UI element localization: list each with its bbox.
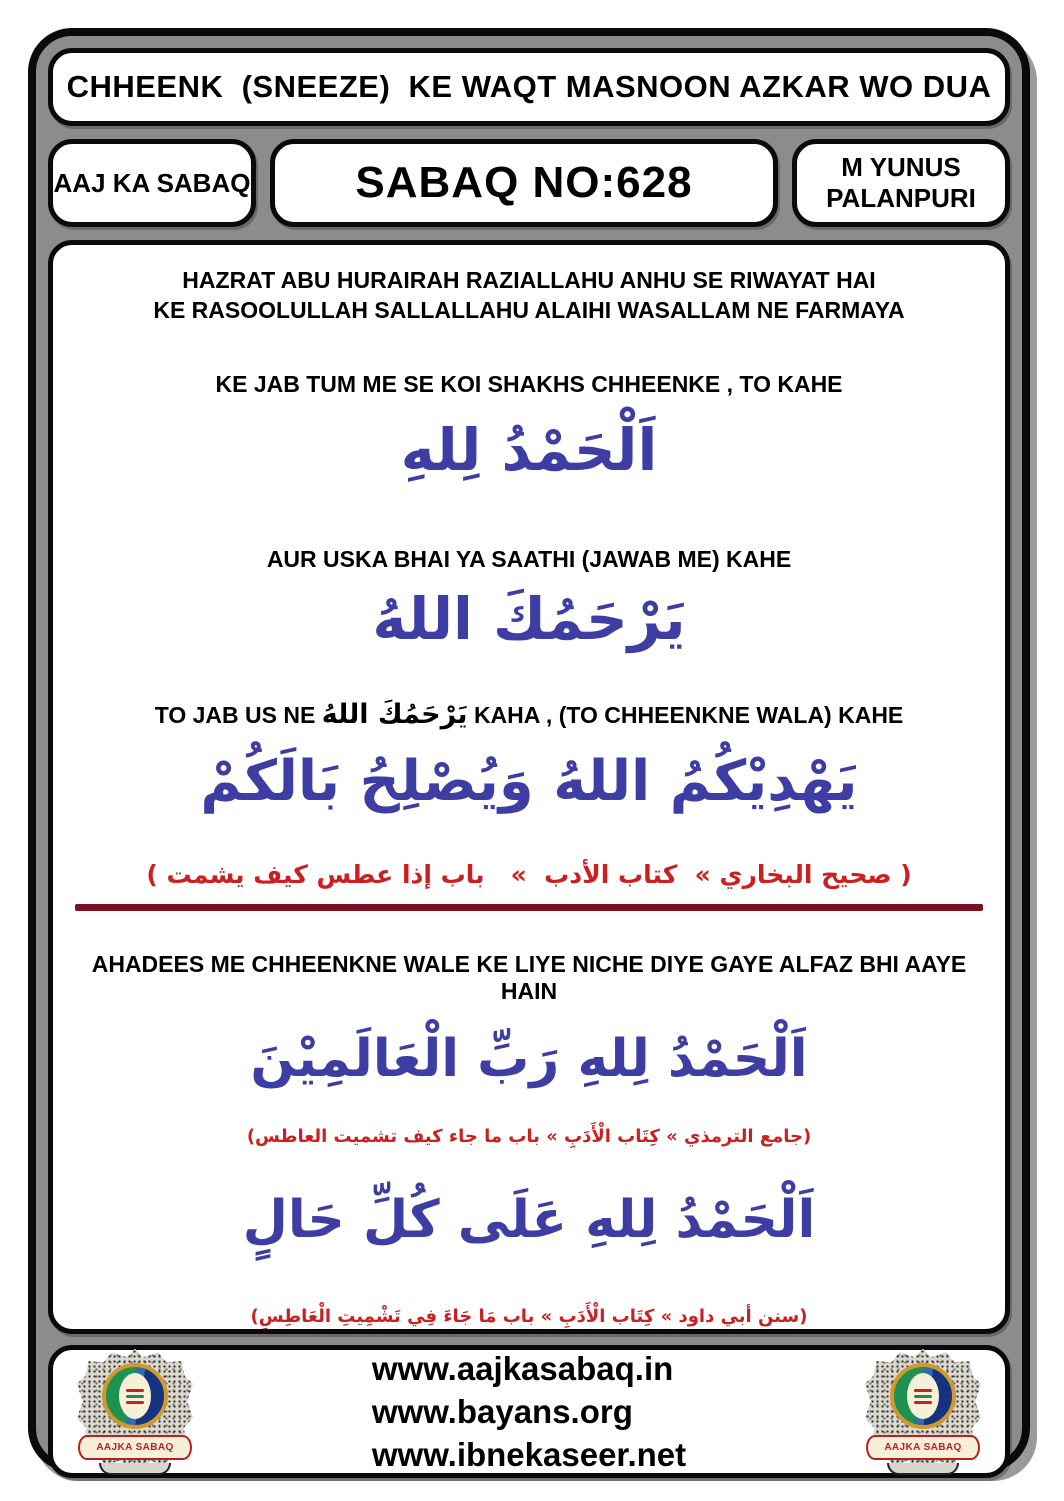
author-box xyxy=(792,139,1010,227)
narration-line-2: KE RASOOLULLAH SALLALLAHU ALAIHI WASALLAM NE FARMAYA xyxy=(153,297,905,323)
website-bayans: www.bayans.org xyxy=(371,1393,633,1430)
dua-alhamdulillah-ala-kulli-haal: اَلْحَمْدُ لِلهِ عَلَى كُلِّ حَالٍ xyxy=(242,1190,816,1250)
dua-yahdikumullah: يَهْدِيْكُمُ اللهُ وَيُصْلِحُ بَالَكُمْ xyxy=(200,749,858,814)
logo-medallion xyxy=(890,1363,956,1429)
title-box xyxy=(48,48,1010,126)
lesson-label: AAJ KA SABAQ xyxy=(53,167,251,198)
instruction-3-inline-arabic: يَرْحَمُكَ اللهُ xyxy=(321,699,468,730)
instruction-1: KE JAB TUM ME SE KOI SHAKHS CHHEENKE , TO KAHE xyxy=(215,371,843,397)
logo-ribbon xyxy=(887,1463,959,1475)
lesson-number: SABAQ NO:628 xyxy=(355,158,693,207)
hadith-reference-bukhari: ( صحيح البخاري » كتاب الأدب » باب إذا عطس كيف يشمت ) xyxy=(146,860,912,889)
page-title: CHHEENK (SNEEZE) KE WAQT MASNOON AZKAR WO DUA xyxy=(66,69,992,104)
main-content-box xyxy=(48,240,1010,1334)
logo-ribbon xyxy=(99,1463,171,1475)
section-divider xyxy=(75,904,983,911)
logo-medallion-center xyxy=(119,1373,151,1419)
instruction-2: AUR USKA BHAI YA SAATHI (JAWAB ME) KAHE xyxy=(266,546,792,572)
dua-alhamdulillah: اَلْحَمْدُ لِلهِ xyxy=(400,416,658,484)
author-name: M YUNUS PALANPURI xyxy=(826,152,976,213)
narration-line-1: HAZRAT ABU HURAIRAH RAZIALLAHU ANHU SE RIWAYAT HAI xyxy=(182,267,876,293)
website-list xyxy=(372,1347,686,1476)
aajka-sabaq-logo-left xyxy=(77,1349,193,1475)
hadith-reference-abudawud: (سنن أبي داود » كِتَاب الْأَدَبِ » باب مَا جَاءَ فِي تَشْمِيتِ الْعَاطِسِ) xyxy=(250,1306,808,1327)
footer-box xyxy=(48,1345,1010,1478)
section-2-heading: AHADEES ME CHHEENKNE WALE KE LIYE NICHE DIYE GAYE ALFAZ BHI AAYE HAIN xyxy=(91,951,967,1004)
hadith-reference-tirmidhi: (جامع الترمذي » كِتَاب الْأَدَبِ » باب ما جاء كيف تشميت العاطس) xyxy=(246,1126,812,1147)
dua-alhamdulillah-rabbil-alameen: اَلْحَمْدُ لِلهِ رَبِّ الْعَالَمِيْنَ xyxy=(250,1029,808,1089)
aajka-sabaq-logo-right xyxy=(865,1349,981,1475)
logo-medallion xyxy=(102,1363,168,1429)
poster-frame xyxy=(28,28,1030,1472)
instruction-3-suffix: KAHA , (TO CHHEENKNE WALA) KAHE xyxy=(473,702,904,728)
lesson-label-box xyxy=(48,139,256,227)
logo-banner-text: AAJKA SABAQ xyxy=(866,1435,980,1460)
lesson-number-box xyxy=(270,139,778,227)
dua-yarhamukallah: يَرْحَمُكَ اللهُ xyxy=(372,585,686,653)
logo-banner-text: AAJKA SABAQ xyxy=(78,1435,192,1460)
website-aajkasabaq: www.aajkasabaq.in xyxy=(371,1350,674,1387)
instruction-3 xyxy=(75,699,983,730)
logo-medallion-center xyxy=(907,1373,939,1419)
header-row xyxy=(48,139,1010,227)
website-ibnekaseer: www.ibnekaseer.net xyxy=(371,1436,687,1473)
instruction-3-prefix: TO JAB US NE xyxy=(154,702,316,728)
